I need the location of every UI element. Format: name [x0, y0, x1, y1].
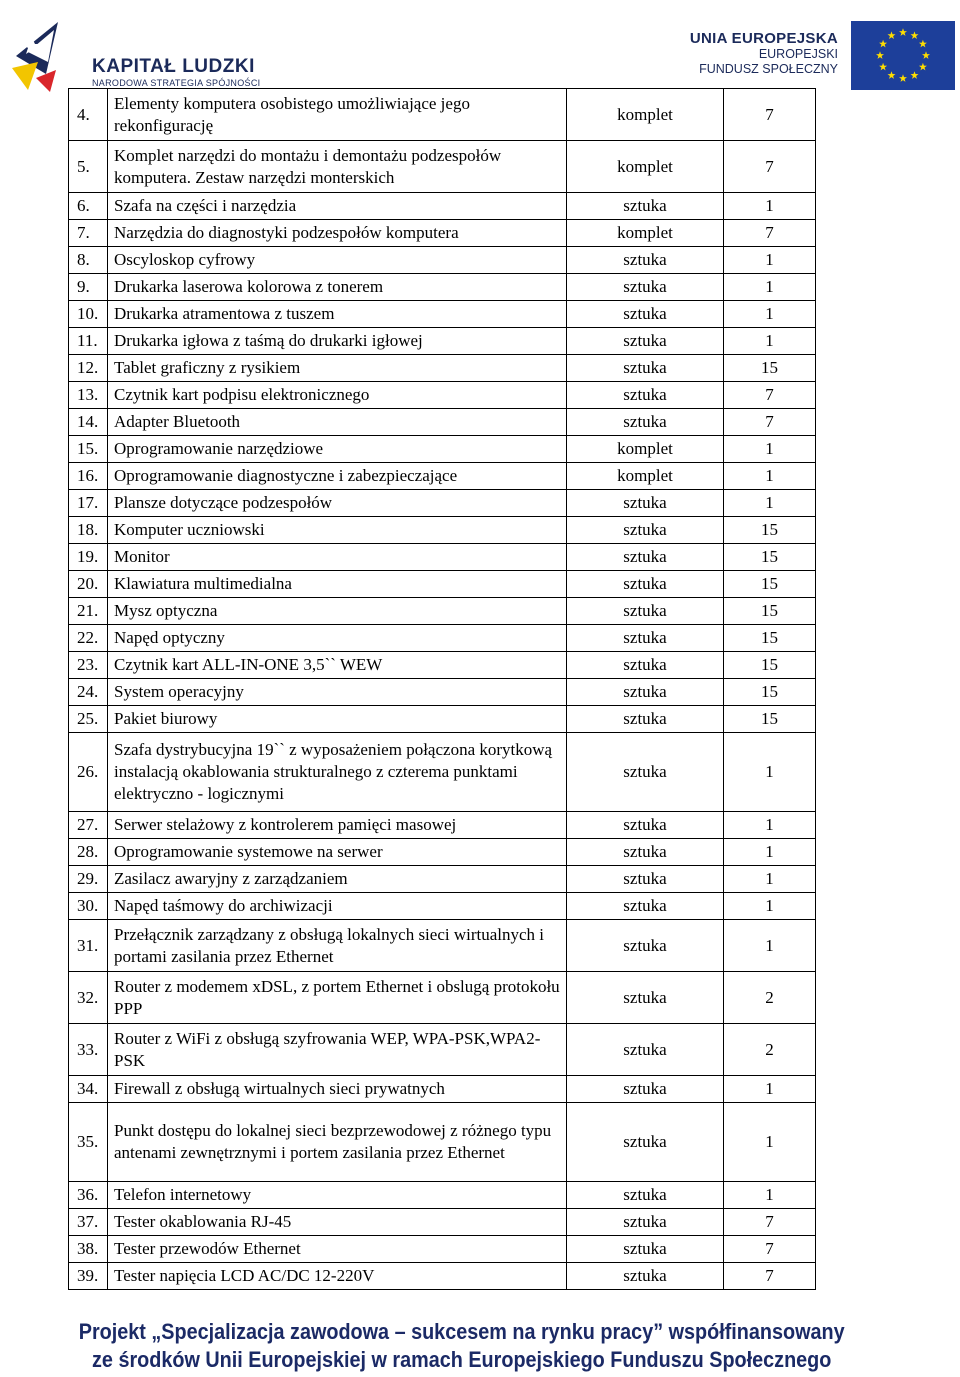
item-name: Serwer stelażowy z kontrolerem pamięci masowej: [108, 812, 567, 839]
item-quantity: 7: [724, 409, 816, 436]
table-row: [69, 89, 816, 141]
kapital-ludzki-logo: [10, 16, 270, 94]
item-name: Telefon internetowy: [108, 1182, 567, 1209]
item-unit: sztuka: [567, 652, 724, 679]
item-unit: sztuka: [567, 382, 724, 409]
item-name: Przełącznik zarządzany z obsługą lokalnych sieci wirtualnych i portami zasilania przez Ethernet: [108, 920, 567, 972]
item-unit: komplet: [567, 89, 724, 141]
row-number: 14.: [69, 409, 108, 436]
item-name: Szafa dystrybucyjna 19`` z wyposażeniem połączona korytkową instalacją okablowania strukturalnego z czterema punktami elektryczno - logicznymi: [108, 733, 567, 812]
item-name: Oprogramowanie narzędziowe: [108, 436, 567, 463]
table-row: [69, 1263, 816, 1290]
item-unit: sztuka: [567, 490, 724, 517]
item-name: Elementy komputera osobistego umożliwiające jego rekonfigurację: [108, 89, 567, 141]
item-name: Klawiatura multimedialna: [108, 571, 567, 598]
item-name: Narzędzia do diagnostyki podzespołów komputera: [108, 220, 567, 247]
item-quantity: 7: [724, 141, 816, 193]
item-quantity: 1: [724, 274, 816, 301]
row-number: 20.: [69, 571, 108, 598]
item-unit: sztuka: [567, 328, 724, 355]
item-name: Drukarka igłowa z taśmą do drukarki igłowej: [108, 328, 567, 355]
item-name: Mysz optyczna: [108, 598, 567, 625]
kapital-ludzki-subtitle: NARODOWA STRATEGIA SPÓJNOŚCI: [92, 78, 261, 88]
item-name: Monitor: [108, 544, 567, 571]
table-row: [69, 1103, 816, 1182]
item-unit: sztuka: [567, 409, 724, 436]
item-unit: sztuka: [567, 1263, 724, 1290]
item-unit: sztuka: [567, 301, 724, 328]
table-row: [69, 598, 816, 625]
item-unit: sztuka: [567, 544, 724, 571]
table-row: [69, 220, 816, 247]
item-quantity: 15: [724, 355, 816, 382]
row-number: 4.: [69, 89, 108, 141]
row-number: 10.: [69, 301, 108, 328]
row-number: 25.: [69, 706, 108, 733]
table-row: [69, 839, 816, 866]
equipment-table-body: [69, 89, 816, 1290]
row-number: 37.: [69, 1209, 108, 1236]
item-unit: sztuka: [567, 706, 724, 733]
item-quantity: 1: [724, 920, 816, 972]
item-quantity: 15: [724, 544, 816, 571]
item-quantity: 15: [724, 625, 816, 652]
item-quantity: 2: [724, 972, 816, 1024]
item-unit: sztuka: [567, 355, 724, 382]
item-name: Komplet narzędzi do montażu i demontażu podzespołów komputera. Zestaw narzędzi monterskich: [108, 141, 567, 193]
item-unit: sztuka: [567, 193, 724, 220]
table-row: [69, 1209, 816, 1236]
row-number: 23.: [69, 652, 108, 679]
item-name: Drukarka laserowa kolorowa z tonerem: [108, 274, 567, 301]
row-number: 33.: [69, 1024, 108, 1076]
table-row: [69, 893, 816, 920]
item-unit: sztuka: [567, 733, 724, 812]
item-quantity: 1: [724, 1103, 816, 1182]
row-number: 28.: [69, 839, 108, 866]
table-row: [69, 490, 816, 517]
table-row: [69, 382, 816, 409]
row-number: 15.: [69, 436, 108, 463]
row-number: 5.: [69, 141, 108, 193]
item-unit: komplet: [567, 220, 724, 247]
row-number: 27.: [69, 812, 108, 839]
table-row: [69, 544, 816, 571]
table-row: [69, 972, 816, 1024]
equipment-table: [68, 88, 816, 1290]
project-footer: [0, 1318, 923, 1374]
item-unit: komplet: [567, 463, 724, 490]
item-name: Czytnik kart ALL-IN-ONE 3,5`` WEW: [108, 652, 567, 679]
table-row: [69, 1076, 816, 1103]
item-unit: sztuka: [567, 920, 724, 972]
item-name: Oprogramowanie diagnostyczne i zabezpieczające: [108, 463, 567, 490]
row-number: 11.: [69, 328, 108, 355]
table-row: [69, 355, 816, 382]
row-number: 9.: [69, 274, 108, 301]
table-row: [69, 193, 816, 220]
item-unit: sztuka: [567, 598, 724, 625]
footer-line-2: ze środków Unii Europejskiej w ramach Europejskiego Funduszu Społecznego: [92, 1347, 832, 1372]
item-quantity: 7: [724, 382, 816, 409]
kapital-ludzki-text: [92, 56, 260, 89]
item-unit: sztuka: [567, 1024, 724, 1076]
row-number: 12.: [69, 355, 108, 382]
table-row: [69, 679, 816, 706]
row-number: 29.: [69, 866, 108, 893]
item-quantity: 1: [724, 301, 816, 328]
item-unit: sztuka: [567, 972, 724, 1024]
row-number: 35.: [69, 1103, 108, 1182]
item-name: Napęd taśmowy do archiwizacji: [108, 893, 567, 920]
table-row: [69, 301, 816, 328]
item-quantity: 1: [724, 812, 816, 839]
item-quantity: 7: [724, 1209, 816, 1236]
item-name: Napęd optyczny: [108, 625, 567, 652]
item-name: Tester okablowania RJ-45: [108, 1209, 567, 1236]
item-name: Firewall z obsługą wirtualnych sieci prywatnych: [108, 1076, 567, 1103]
item-quantity: 15: [724, 598, 816, 625]
item-name: Punkt dostępu do lokalnej sieci bezprzewodowej z różnego typu antenami zewnętrznymi i portem zasilania przez Ethernet: [108, 1103, 567, 1182]
table-row: [69, 463, 816, 490]
item-quantity: 7: [724, 89, 816, 141]
item-name: Czytnik kart podpisu elektronicznego: [108, 382, 567, 409]
item-unit: sztuka: [567, 866, 724, 893]
row-number: 16.: [69, 463, 108, 490]
item-quantity: 15: [724, 571, 816, 598]
item-unit: sztuka: [567, 1103, 724, 1182]
row-number: 18.: [69, 517, 108, 544]
item-quantity: 15: [724, 706, 816, 733]
item-quantity: 1: [724, 1182, 816, 1209]
item-name: Oprogramowanie systemowe na serwer: [108, 839, 567, 866]
item-quantity: 1: [724, 463, 816, 490]
row-number: 32.: [69, 972, 108, 1024]
ue-fund-line2: FUNDUSZ SPOŁECZNY: [699, 62, 838, 76]
row-number: 13.: [69, 382, 108, 409]
eu-flag-icon: [851, 21, 955, 90]
item-quantity: 15: [724, 517, 816, 544]
ue-title: UNIA EUROPEJSKA: [689, 30, 838, 47]
row-number: 31.: [69, 920, 108, 972]
item-unit: komplet: [567, 436, 724, 463]
item-name: Adapter Bluetooth: [108, 409, 567, 436]
table-row: [69, 1236, 816, 1263]
item-unit: sztuka: [567, 812, 724, 839]
row-number: 19.: [69, 544, 108, 571]
row-number: 17.: [69, 490, 108, 517]
item-unit: sztuka: [567, 1182, 724, 1209]
table-row: [69, 517, 816, 544]
kapital-ludzki-emblem-icon: [10, 16, 80, 94]
table-row: [69, 733, 816, 812]
ue-fund-line1: EUROPEJSKI: [758, 47, 838, 61]
item-name: Oscyloskop cyfrowy: [108, 247, 567, 274]
item-quantity: 2: [724, 1024, 816, 1076]
row-number: 21.: [69, 598, 108, 625]
row-number: 30.: [69, 893, 108, 920]
item-quantity: 7: [724, 1263, 816, 1290]
row-number: 39.: [69, 1263, 108, 1290]
item-name: Pakiet biurowy: [108, 706, 567, 733]
table-row: [69, 571, 816, 598]
row-number: 26.: [69, 733, 108, 812]
table-row: [69, 812, 816, 839]
item-quantity: 1: [724, 893, 816, 920]
item-quantity: 1: [724, 733, 816, 812]
row-number: 8.: [69, 247, 108, 274]
item-name: Plansze dotyczące podzespołów: [108, 490, 567, 517]
table-row: [69, 247, 816, 274]
item-quantity: 15: [724, 652, 816, 679]
item-unit: sztuka: [567, 247, 724, 274]
item-quantity: 15: [724, 679, 816, 706]
row-number: 34.: [69, 1076, 108, 1103]
table-row: [69, 274, 816, 301]
row-number: 36.: [69, 1182, 108, 1209]
item-quantity: 1: [724, 328, 816, 355]
item-unit: sztuka: [567, 625, 724, 652]
item-unit: sztuka: [567, 839, 724, 866]
table-row: [69, 141, 816, 193]
row-number: 22.: [69, 625, 108, 652]
item-name: Tester przewodów Ethernet: [108, 1236, 567, 1263]
kapital-ludzki-title: KAPITAŁ LUDZKI: [92, 56, 255, 77]
item-unit: sztuka: [567, 893, 724, 920]
item-name: Router z modemem xDSL, z portem Ethernet i obslugą protokołu PPP: [108, 972, 567, 1024]
item-quantity: 1: [724, 436, 816, 463]
row-number: 38.: [69, 1236, 108, 1263]
item-unit: sztuka: [567, 679, 724, 706]
item-name: Komputer uczniowski: [108, 517, 567, 544]
item-name: Zasilacz awaryjny z zarządzaniem: [108, 866, 567, 893]
item-unit: sztuka: [567, 274, 724, 301]
item-quantity: 7: [724, 1236, 816, 1263]
item-unit: sztuka: [567, 517, 724, 544]
item-unit: sztuka: [567, 571, 724, 598]
table-row: [69, 625, 816, 652]
item-name: Drukarka atramentowa z tuszem: [108, 301, 567, 328]
table-row: [69, 920, 816, 972]
item-quantity: 1: [724, 490, 816, 517]
table-row: [69, 866, 816, 893]
ue-logo-text: [690, 30, 838, 77]
table-row: [69, 1024, 816, 1076]
item-unit: sztuka: [567, 1236, 724, 1263]
table-row: [69, 706, 816, 733]
item-name: Router z WiFi z obsługą szyfrowania WEP, WPA-PSK,WPA2-PSK: [108, 1024, 567, 1076]
item-unit: sztuka: [567, 1209, 724, 1236]
item-quantity: 1: [724, 866, 816, 893]
item-quantity: 1: [724, 1076, 816, 1103]
item-name: Tablet graficzny z rysikiem: [108, 355, 567, 382]
table-row: [69, 436, 816, 463]
item-quantity: 7: [724, 220, 816, 247]
footer-line-1: Projekt „Specjalizacja zawodowa – sukcesem na rynku pracy” współfinansowany: [78, 1319, 845, 1344]
table-row: [69, 328, 816, 355]
item-name: Szafa na części i narzędzia: [108, 193, 567, 220]
item-name: System operacyjny: [108, 679, 567, 706]
table-row: [69, 1182, 816, 1209]
item-quantity: 1: [724, 247, 816, 274]
item-name: Tester napięcia LCD AC/DC 12-220V: [108, 1263, 567, 1290]
item-unit: komplet: [567, 141, 724, 193]
item-quantity: 1: [724, 839, 816, 866]
item-unit: sztuka: [567, 1076, 724, 1103]
row-number: 6.: [69, 193, 108, 220]
row-number: 7.: [69, 220, 108, 247]
item-quantity: 1: [724, 193, 816, 220]
table-row: [69, 409, 816, 436]
row-number: 24.: [69, 679, 108, 706]
table-row: [69, 652, 816, 679]
